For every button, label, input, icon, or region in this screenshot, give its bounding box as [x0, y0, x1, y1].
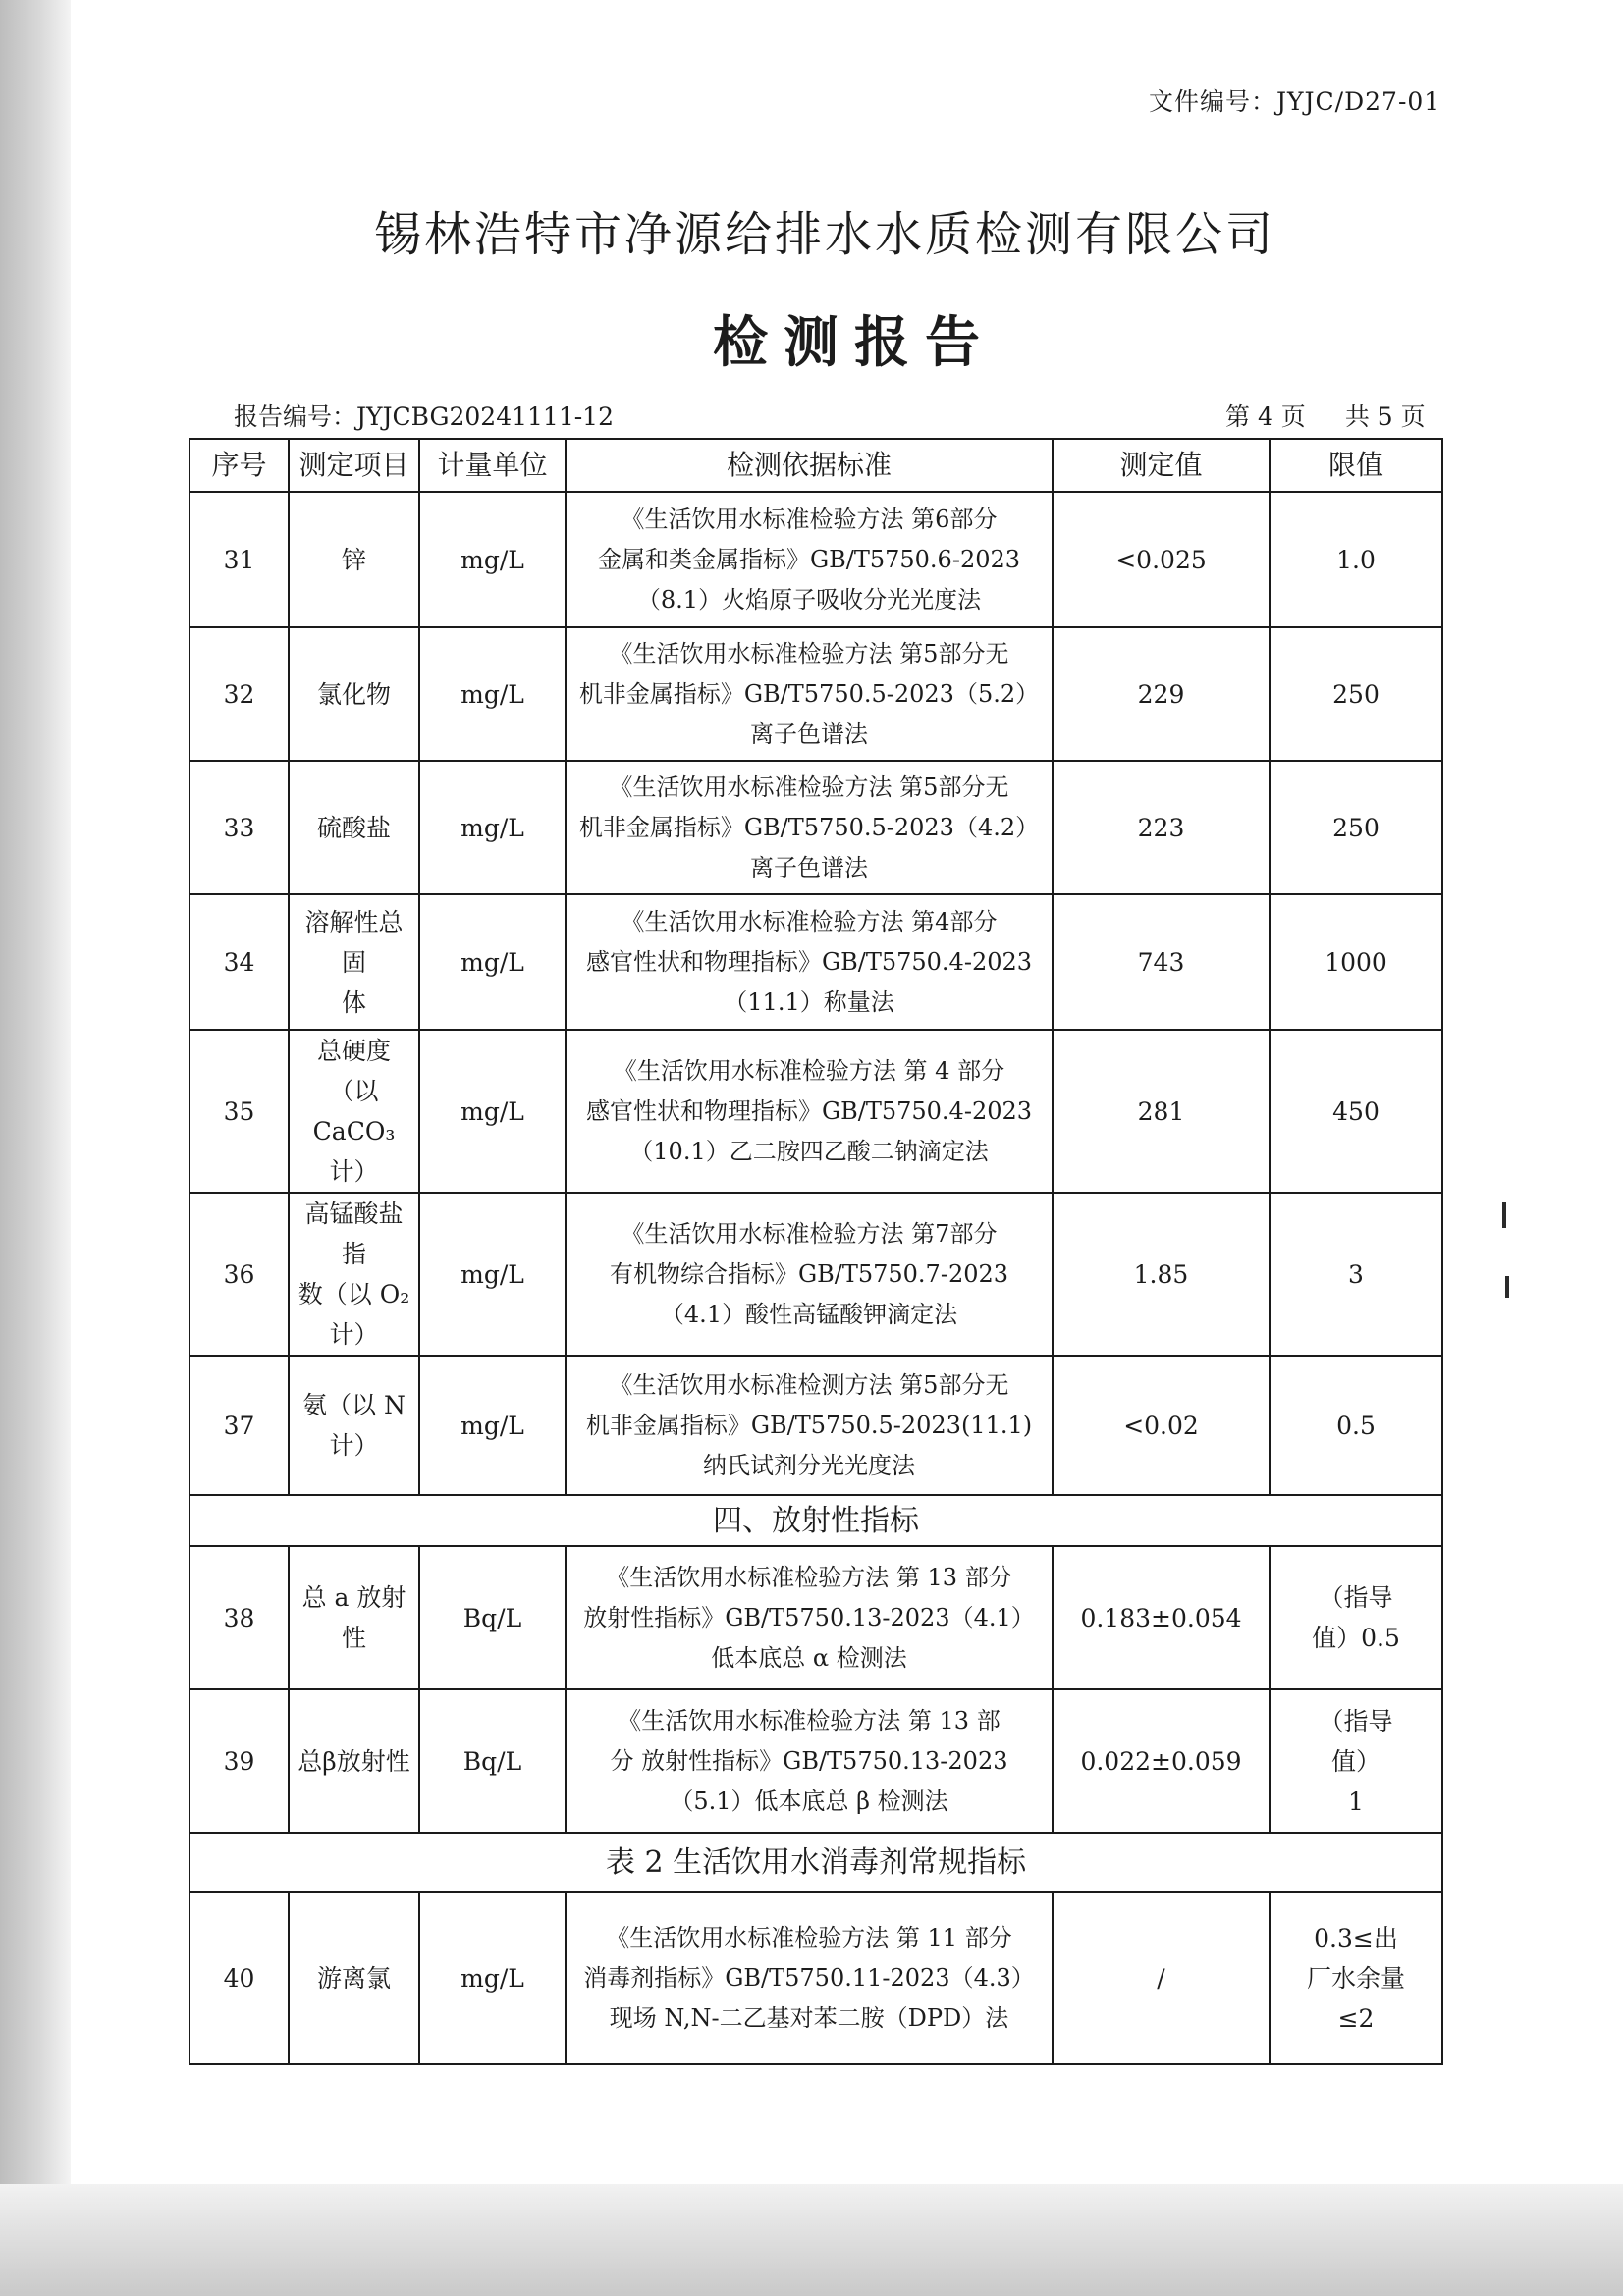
test-item-line: CaCO₃计）	[312, 1117, 396, 1186]
table-row	[189, 1689, 1442, 1833]
test-item-line: 氨（以 N 计）	[302, 1391, 406, 1460]
standard-line: 机非金属指标》GB/T5750.5-2023（4.2）	[578, 813, 1040, 841]
test-standard	[566, 761, 1053, 894]
unit: mg/L	[419, 1030, 566, 1193]
unit: Bq/L	[419, 1689, 566, 1833]
standard-line: 低本底总 α 检测法	[711, 1643, 907, 1672]
standard-line: 《生活饮用水标准检验方法 第 13 部分	[606, 1563, 1012, 1591]
page-number: 第 4 页	[1225, 402, 1306, 431]
test-item	[289, 1689, 419, 1833]
scan-speck	[1502, 1202, 1506, 1228]
row-number: 33	[189, 761, 289, 894]
standard-line: 离子色谱法	[750, 720, 868, 748]
limit-value	[1270, 1689, 1442, 1833]
limit-line: 值）	[1330, 1746, 1380, 1776]
column-header: 检测依据标准	[566, 439, 1053, 492]
page-indicator	[1225, 398, 1426, 433]
table-row	[189, 1030, 1442, 1193]
measured-value: 0.183±0.054	[1053, 1546, 1270, 1689]
standard-line: （8.1）火焰原子吸收分光光度法	[636, 585, 982, 614]
table-body-disinfectant	[189, 1892, 1442, 2064]
test-item-line: 高锰酸盐指	[304, 1200, 404, 1268]
table-body-general	[189, 492, 1442, 1495]
standard-line: 机非金属指标》GB/T5750.5-2023(11.1)	[585, 1411, 1033, 1439]
table-row	[189, 1892, 1442, 2064]
test-item-line: 体	[341, 988, 366, 1017]
table2-heading	[189, 1833, 1442, 1892]
results-table	[189, 438, 1443, 2065]
standard-line: 《生活饮用水标准检验方法 第 4 部分	[613, 1056, 1005, 1085]
standard-line: 金属和类金属指标》GB/T5750.6-2023	[597, 545, 1021, 573]
limit-value	[1270, 1030, 1442, 1193]
table-row	[189, 1193, 1442, 1356]
measured-value: 0.022±0.059	[1053, 1689, 1270, 1833]
test-item	[289, 1892, 419, 2064]
standard-line: 《生活饮用水标准检验方法 第5部分无	[609, 773, 1009, 801]
standard-line: 《生活饮用水标准检验方法 第 13 部	[618, 1706, 1001, 1735]
row-number: 37	[189, 1356, 289, 1495]
measured-value: /	[1053, 1892, 1270, 2064]
table-row	[189, 492, 1442, 627]
test-item-line: 总 a 放射性	[301, 1583, 406, 1652]
test-item	[289, 492, 419, 627]
test-item-line: 总硬度（以	[316, 1037, 391, 1105]
row-number: 36	[189, 1193, 289, 1356]
limit-line: （指导	[1319, 1583, 1393, 1612]
limit-value	[1270, 492, 1442, 627]
file-number: 文件编号：JYJC/D27-01	[1149, 87, 1441, 116]
measured-value: 1.85	[1053, 1193, 1270, 1356]
test-standard	[566, 1193, 1053, 1356]
test-standard	[566, 1546, 1053, 1689]
section-heading: 四、放射性指标	[189, 1495, 1442, 1546]
limit-line: 250	[1332, 679, 1380, 709]
standard-line: 分 放射性指标》GB/T5750.13-2023	[610, 1746, 1008, 1775]
limit-value	[1270, 1193, 1442, 1356]
test-standard	[566, 1030, 1053, 1193]
row-number: 35	[189, 1030, 289, 1193]
test-standard	[566, 1689, 1053, 1833]
row-number: 32	[189, 627, 289, 761]
standard-line: 《生活饮用水标准检验方法 第6部分	[621, 505, 998, 533]
standard-line: 现场 N,N-二乙基对苯二胺（DPD）法	[609, 2003, 1009, 2032]
limit-line: 0.5	[1336, 1411, 1376, 1440]
table-row	[189, 627, 1442, 761]
test-item-line: 数（以 O₂计）	[298, 1280, 410, 1349]
column-header: 限值	[1270, 439, 1442, 492]
table2-title: 表 2 生活饮用水消毒剂常规指标	[189, 1833, 1442, 1892]
limit-value	[1270, 1892, 1442, 2064]
measured-value: <0.02	[1053, 1356, 1270, 1495]
limit-line: 450	[1332, 1096, 1380, 1126]
limit-value	[1270, 1356, 1442, 1495]
limit-value	[1270, 894, 1442, 1030]
test-standard	[566, 1356, 1053, 1495]
test-standard	[566, 894, 1053, 1030]
limit-line: 3	[1348, 1259, 1364, 1289]
limit-line: 0.3≤出	[1314, 1923, 1398, 1952]
test-item-line: 锌	[341, 545, 366, 574]
test-item-line: 总β放射性	[298, 1746, 410, 1776]
measured-value: <0.025	[1053, 492, 1270, 627]
standard-line: 感官性状和物理指标》GB/T5750.4-2023	[585, 947, 1033, 976]
limit-value	[1270, 627, 1442, 761]
standard-line: 感官性状和物理指标》GB/T5750.4-2023	[585, 1096, 1033, 1125]
limit-line: ≤2	[1337, 2003, 1375, 2033]
measured-value: 223	[1053, 761, 1270, 894]
test-item	[289, 1546, 419, 1689]
measured-value: 281	[1053, 1030, 1270, 1193]
table-row	[189, 761, 1442, 894]
unit: mg/L	[419, 1193, 566, 1356]
row-number: 38	[189, 1546, 289, 1689]
unit: mg/L	[419, 627, 566, 761]
test-item	[289, 894, 419, 1030]
test-item-line: 氯化物	[316, 679, 391, 709]
standard-line: 机非金属指标》GB/T5750.5-2023（5.2）	[578, 679, 1040, 708]
unit: mg/L	[419, 761, 566, 894]
limit-value	[1270, 761, 1442, 894]
test-item	[289, 627, 419, 761]
scan-shadow-bottom	[0, 2184, 1623, 2296]
limit-line: 值）0.5	[1312, 1624, 1400, 1652]
table-header-row	[189, 439, 1442, 492]
test-item-line: 硫酸盐	[316, 813, 391, 842]
test-standard	[566, 627, 1053, 761]
test-standard	[566, 1892, 1053, 2064]
table2-title-row	[189, 1833, 1442, 1892]
standard-line: 《生活饮用水标准检测方法 第5部分无	[609, 1370, 1009, 1399]
limit-line: （指导	[1319, 1706, 1393, 1735]
row-number: 34	[189, 894, 289, 1030]
document-title: 检测报告	[713, 310, 996, 375]
limit-line: 250	[1332, 813, 1380, 842]
table-row	[189, 1546, 1442, 1689]
unit: mg/L	[419, 1356, 566, 1495]
measured-value: 743	[1053, 894, 1270, 1030]
table-body-radioactivity	[189, 1546, 1442, 1833]
test-item-line: 溶解性总固	[304, 907, 404, 977]
unit: mg/L	[419, 1892, 566, 2064]
column-header: 测定项目	[289, 439, 419, 492]
section-radioactivity	[189, 1495, 1442, 1546]
column-header: 计量单位	[419, 439, 566, 492]
standard-line: 有机物综合指标》GB/T5750.7-2023	[609, 1259, 1009, 1288]
standard-line: （11.1）称量法	[724, 988, 894, 1016]
row-number: 40	[189, 1892, 289, 2064]
test-item	[289, 1356, 419, 1495]
unit: mg/L	[419, 894, 566, 1030]
limit-line: 1000	[1325, 947, 1387, 977]
standard-line: （10.1）乙二胺四乙酸二钠滴定法	[629, 1137, 989, 1165]
standard-line: 《生活饮用水标准检验方法 第4部分	[621, 907, 998, 935]
standard-line: 消毒剂指标》GB/T5750.11-2023（4.3）	[583, 1963, 1035, 1992]
section-heading-row	[189, 1495, 1442, 1546]
limit-line: 1	[1348, 1787, 1364, 1816]
unit: mg/L	[419, 492, 566, 627]
unit: Bq/L	[419, 1546, 566, 1689]
standard-line: 纳氏试剂分光光度法	[703, 1451, 915, 1479]
row-number: 31	[189, 492, 289, 627]
standard-line: 放射性指标》GB/T5750.13-2023（4.1）	[583, 1603, 1035, 1631]
test-item	[289, 1030, 419, 1193]
company-name: 锡林浩特市净源给排水水质检测有限公司	[373, 207, 1275, 262]
total-pages: 共 5 页	[1344, 402, 1426, 431]
standard-line: （5.1）低本底总 β 检测法	[670, 1787, 948, 1815]
column-header: 序号	[189, 439, 289, 492]
standard-line: 《生活饮用水标准检验方法 第7部分	[621, 1219, 998, 1248]
row-number: 39	[189, 1689, 289, 1833]
standard-line: 离子色谱法	[750, 853, 868, 881]
limit-line: 1.0	[1336, 545, 1376, 574]
test-item	[289, 1193, 419, 1356]
test-standard	[566, 492, 1053, 627]
measured-value: 229	[1053, 627, 1270, 761]
test-item-line: 游离氯	[316, 1963, 391, 1993]
table-row	[189, 894, 1442, 1030]
report-number: 报告编号：JYJCBG20241111-12	[234, 402, 614, 431]
limit-value	[1270, 1546, 1442, 1689]
scan-speck	[1505, 1276, 1509, 1298]
column-header: 测定值	[1053, 439, 1270, 492]
standard-line: （4.1）酸性高锰酸钾滴定法	[660, 1300, 958, 1328]
standard-line: 《生活饮用水标准检验方法 第 11 部分	[606, 1923, 1012, 1951]
test-item	[289, 761, 419, 894]
table-row	[189, 1356, 1442, 1495]
standard-line: 《生活饮用水标准检验方法 第5部分无	[609, 639, 1009, 667]
limit-line: 厂水余量	[1306, 1963, 1405, 1993]
